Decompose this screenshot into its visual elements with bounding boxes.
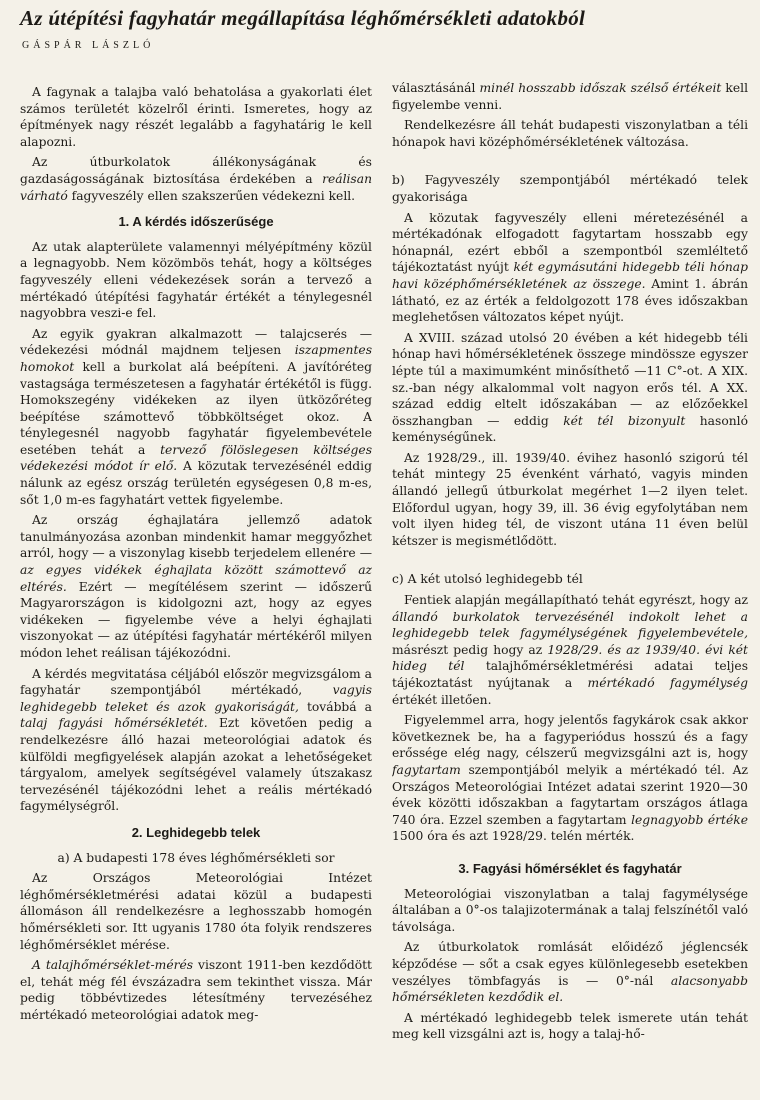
paragraph: A talajhőmérséklet-mérés viszont 1911-ben kezdődött el, tehát még fél évszázadra sem tekinthet vissza. Már pedig többévtizedes létesítmény tervezéséhez mértékadó meteorológiai adatok meg- xyxy=(20,958,372,1022)
paragraph: Az utak alapterülete valamennyi mélyépítmény közül a legnagyobb. Nem közömbös tehát, hogy a költséges fagyveszély elleni védekezések során a tervező a mértékadó útépítési fagyhatár értékét a ténylegesnél nagyobbra veszi-e fel. xyxy=(20,239,372,321)
paragraph: Meteorológiai viszonylatban a talaj fagymélysége általában a 0°-os talajizotermának a talaj felszínétől való távolsága. xyxy=(392,886,748,934)
left-column xyxy=(20,84,372,1096)
paragraph: Az ország éghajlatára jellemző adatok tanulmányozása azonban mindenkit hamar meggyőzhet arról, hogy — a viszonylag kisebb terjedelem ellenére — az egyes vidékek éghajlata között számottevő az eltérés. Ezért — megítélésem szerint — időszerű Magyarországon is kidolgozni azt, hogy az egyes vidékeken — figyelembe véve a helyi éghajlati viszonyokat — az útépítési fagyhatár mértékéről milyen módon lehet reálisan tájékozódni. xyxy=(20,513,372,660)
paragraph: A mértékadó leghidegebb telek ismerete után tehát meg kell vizsgálni azt is, hogy a talaj-hő- xyxy=(392,1010,748,1042)
section-heading-2: 2. Leghidegebb telek xyxy=(131,824,261,840)
section-heading-3: 3. Fagyási hőmérséklet és fagyhatár xyxy=(458,860,682,876)
right-column xyxy=(392,80,748,1092)
paragraph: A közutak fagyveszély elleni méretezésénél a mértékadónak elfogadott fagytartam hosszabb egy hónapnál, ezért ebből a szempontból szemléltető tájékoztatást nyújt két egymásutáni hidegebb téli hónap havi középhőmérsékletének az összege. Amint 1. ábrán látható, ez az érték a feldolgozott 178 éves időszakban meglehetősen változatos képet nyújt. xyxy=(392,210,748,325)
subsection-heading-a: a) A budapesti 178 éves léghőmérsékleti sor xyxy=(57,850,335,865)
author-name: GÁSPÁR LÁSZLÓ xyxy=(22,40,155,51)
paragraph: Az útburkolatok romlását előidéző jéglencsék képződése — sőt a csak egyes különlegesebb esetekben veszélyes tömbfagyás is — 0°-nál alacsonyabb hőmérsékleten kezdődik el. xyxy=(392,940,748,1005)
paragraph: Fentiek alapján megállapítható tehát egyrészt, hogy az állandó burkolatok tervezésénél indokolt lehet a leghidegebb telek fagymélységének figyelembevétele, másrészt pedig hogy az 1928/29. és az 1939/40. évi két hideg tél talajhőmérsékletmérési adatai teljes tájékoztatást nyújtanak a mértékadó fagymélység értékét illetően. xyxy=(392,593,748,707)
section-heading-1: 1. A kérdés időszerűsége xyxy=(118,214,274,230)
paragraph: választásánál minél hosszabb időszak szélső értékeit kell figyelembe venni. xyxy=(392,81,748,112)
paragraph: Az Országos Meteorológiai Intézet léghőmérsékletmérési adatai közül a budapesti állomáson áll rendelkezésre a leghosszabb homogén hőmérsékleti sor. Itt ugyanis 1780 óta folyik rendszeres léghőmérséklet mérése. xyxy=(20,871,372,952)
subsection-heading-c: c) A két utolsó leghidegebb tél xyxy=(392,572,583,587)
paragraph: Az 1928/29., ill. 1939/40. évihez hasonló szigorú tél tehát mintegy 25 évenként várható, vagyis minden állandó jellegű útburkolat megérhet 1—2 ilyen telet. Előfordul ugyan, hogy 39, ill. 36 évig egyfolytában nem volt ilyen hideg tél, de viszont utána 11 éven belül kétszer is megismétlődött. xyxy=(392,450,748,548)
paragraph: A XVIII. század utolsó 20 évében a két hidegebb téli hónap havi hőmérsékletének összege mindössze egyszer lépte túl a maximumként minősíthető —11 C°-ot. A XIX. sz.-ban négy alkalommal volt nagyon erős tél. A XX. század eddig eltelt időszakában — az előzőekkel összhangban — eddig két tél bizonyult hasonló keménységűnek. xyxy=(392,330,748,445)
paragraph: Figyelemmel arra, hogy jelentős fagykárok csak akkor következnek be, ha a fagyperiódus hosszú és a fagy erőssége elég nagy, célszerű megvizsgálni azt is, hogy fagytartam szempontjából melyik a mértékadó tél. Az Országos Meteorológiai Intézet adatai szerint 1920—30 évek közötti időszakban a fagytartam országos átlaga 740 óra. Ezzel szemben a fagytartam legnagyobb értéke 1500 óra és azt 1928/29. telén mérték. xyxy=(392,713,748,844)
paragraph: Rendelkezésre áll tehát budapesti viszonylatban a téli hónapok havi középhőmérsékletének változása. xyxy=(392,118,748,149)
subsection-heading-b: b) Fagyveszély szempontjából mértékadó telek gyakorisága xyxy=(392,173,748,204)
paragraph: Az egyik gyakran alkalmazott — talajcserés — védekezési módnál majdnem teljesen iszapmentes homokot kell a burkolat alá beépíteni. A javítóréteg vastagsága természetesen a fagyhatár értékétől is függ. Homokszegény vidékeken az ilyen ütközőréteg beépítése számottevő többköltséget okoz. A ténylegesnél nagyobb fagyhatár figyelembevétele esetében tehát a tervező fölöslegesen költséges védekezési módot ír elő. A közutak tervezésénél eddig nálunk az egész ország területén egységesen 0,8 m-es, sőt 1,0 m-es fagyhatárt vettek figyelembe. xyxy=(20,326,372,507)
paragraph: Az útburkolatok állékonyságának és gazdaságosságának biztosítása érdekében a reálisan várható fagyveszély ellen szakszerűen védekezni kell. xyxy=(20,155,372,203)
article-title: Az útépítési fagyhatár megállapítása léghőmérsékleti adatokból xyxy=(20,6,586,30)
paragraph: A kérdés megvitatása céljából először megvizsgálom a fagyhatár szempontjából mértékadó, vagyis leghidegebb teleket és azok gyakoriságát, továbbá a talaj fagyási hőmérsékletét. Ezt követően pedig a rendelkezésre álló hazai meteorológiai adatok és külföldi megfigyelések alapján azokat a lehetőségeket tárgyalom, amelyek segítségével valamely útszakasz tervezésénél tájékozódni lehet a reális mértékadó fagymélységről. xyxy=(20,666,372,814)
paragraph: A fagynak a talajba való behatolása a gyakorlati élet számos területét közelről érinti. Ismeretes, hogy az építmények nagy részét legalább a fagyhatárig le kell alapozni. xyxy=(20,85,372,149)
